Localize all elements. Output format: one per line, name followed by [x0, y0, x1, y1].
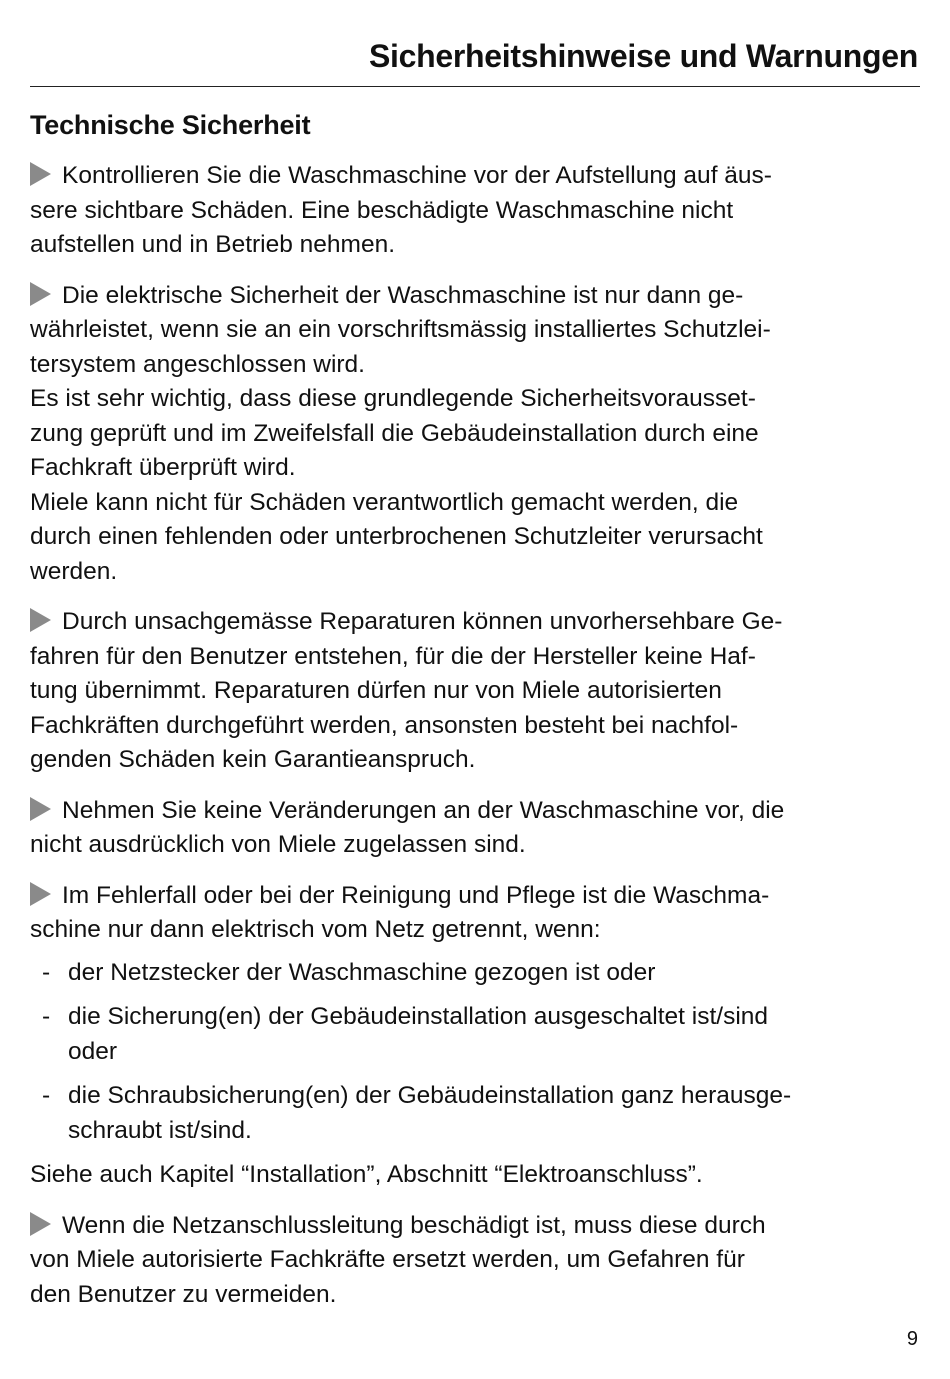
reference-paragraph [30, 1158, 920, 1193]
page-header [30, 36, 920, 87]
text-line: durch einen fehlenden oder unterbrochenen Schutzleiter verursacht [30, 523, 763, 550]
page-title: Sicherheitshinweise und Warnungen [369, 38, 918, 74]
text-line: aufstellen und in Betrieb nehmen. [30, 231, 396, 258]
text-line: tung übernimmt. Reparaturen dürfen nur von Miele autorisierten [30, 677, 722, 704]
text-line: währleistet, wenn sie an ein vorschriftsmässig installiertes Schutzlei- [30, 316, 771, 343]
text-line: Im Fehlerfall oder bei der Reinigung und Pflege ist die Waschma- [30, 879, 920, 914]
dash-bullet: - [42, 1082, 51, 1109]
text-line: nicht ausdrücklich von Miele zugelassen sind. [30, 831, 526, 858]
list-item [30, 1000, 920, 1069]
dash-bullet: - [42, 1003, 51, 1030]
text-line: Kontrollieren Sie die Waschmaschine vor der Aufstellung auf äus- [30, 159, 920, 194]
warning-paragraph-2 [30, 279, 920, 590]
text-line: Miele kann nicht für Schäden verantwortlich gemacht werden, die [30, 488, 739, 516]
dash-bullet: - [42, 958, 51, 986]
text-line: genden Schäden kein Garantieanspruch. [30, 746, 476, 773]
text-line: Es ist sehr wichtig, dass diese grundlegende Sicherheitsvorausset- [30, 385, 756, 412]
page-content [30, 108, 920, 1328]
text-line: die Sicherung(en) der Gebäudeinstallation ausgeschaltet ist/sind [68, 1003, 769, 1030]
disconnect-condition-list [30, 956, 920, 1149]
page-number: 9 [906, 1328, 918, 1350]
text-line: Fachkräften durchgeführt werden, ansonsten besteht bei nachfol- [30, 711, 739, 739]
text-line: Durch unsachgemässe Reparaturen können unvorhersehbare Ge- [30, 605, 920, 640]
list-item [30, 956, 920, 991]
arrow-bullet-icon [30, 797, 51, 821]
arrow-bullet-icon [30, 1212, 51, 1236]
warning-paragraph-3 [30, 605, 920, 778]
warning-paragraph-5 [30, 879, 920, 948]
arrow-bullet-icon [30, 882, 51, 906]
text-line: Siehe auch Kapitel “Installation”, Abschnitt “Elektroanschluss”. [30, 1161, 703, 1188]
text-line: Die elektrische Sicherheit der Waschmaschine ist nur dann ge- [30, 279, 920, 314]
text-line: Wenn die Netzanschlussleitung beschädigt ist, muss diese durch [30, 1209, 920, 1244]
warning-paragraph-4 [30, 794, 920, 863]
arrow-bullet-icon [30, 608, 51, 632]
arrow-bullet-icon [30, 282, 51, 306]
text-line: oder [68, 1037, 118, 1065]
text-line: tersystem angeschlossen wird. [30, 350, 365, 378]
text-line: den Benutzer zu vermeiden. [30, 1280, 337, 1308]
text-line: die Schraubsicherung(en) der Gebäudeinstallation ganz herausge- [68, 1082, 792, 1109]
text-line: der Netzstecker der Waschmaschine gezogen ist oder [68, 958, 656, 986]
section-heading: Technische Sicherheit [30, 110, 311, 140]
warning-paragraph-7 [30, 1209, 920, 1313]
warning-paragraph-1 [30, 159, 920, 263]
text-line: fahren für den Benutzer entstehen, für die der Hersteller keine Haf- [30, 642, 756, 670]
text-line: Fachkraft überprüft wird. [30, 454, 296, 481]
text-line: zung geprüft und im Zweifelsfall die Gebäudeinstallation durch eine [30, 419, 759, 447]
text-line: von Miele autorisierte Fachkräfte ersetzt werden, um Gefahren für [30, 1246, 745, 1273]
text-line: werden. [30, 557, 118, 585]
text-line: schine nur dann elektrisch vom Netz getrennt, wenn: [30, 916, 601, 943]
text-line: Nehmen Sie keine Veränderungen an der Waschmaschine vor, die [30, 794, 920, 829]
text-line: sere sichtbare Schäden. Eine beschädigte Waschmaschine nicht [30, 196, 734, 224]
list-item [30, 1079, 920, 1148]
arrow-bullet-icon [30, 162, 51, 186]
text-line: schraubt ist/sind. [68, 1116, 252, 1144]
